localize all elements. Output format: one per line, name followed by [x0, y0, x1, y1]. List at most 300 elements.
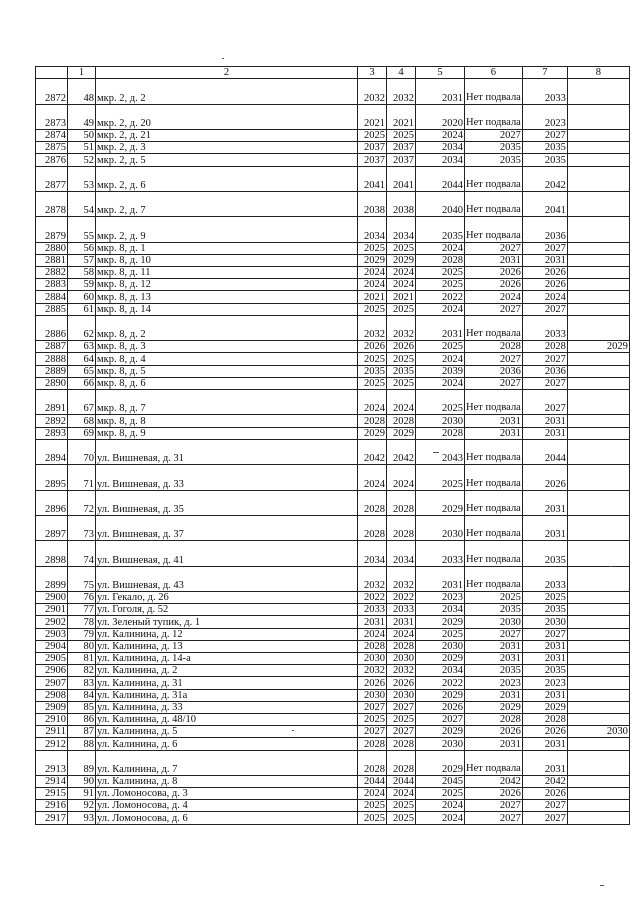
table-row	[36, 738, 630, 750]
address-cell: ул. Калинина, д. 14-а	[96, 653, 358, 665]
year-cell-5: 2023	[416, 592, 465, 604]
reg-number-cell: 2893	[36, 427, 68, 439]
year-cell-3: 2024	[358, 389, 387, 414]
year-cell-8: 2030	[567, 726, 629, 738]
year-cell-7: 2024	[522, 291, 567, 303]
col6-cell: 2027	[465, 242, 523, 254]
year-cell-3: 2025	[358, 800, 387, 812]
reg-number-cell: 2915	[36, 788, 68, 800]
reg-number-cell: 2872	[36, 79, 68, 104]
address-cell: ул. Ломоносова, д. 3	[96, 788, 358, 800]
reg-number-cell: 2917	[36, 812, 68, 824]
year-cell-3: 2024	[358, 465, 387, 490]
item-number-cell: 52	[68, 154, 96, 166]
col6-cell: 2035	[465, 604, 523, 616]
col6-cell: Нет подвала	[465, 566, 523, 591]
scan-speck	[222, 58, 224, 59]
year-cell-3: 2025	[358, 377, 387, 389]
year-cell-8	[567, 628, 629, 640]
reg-number-cell: 2896	[36, 490, 68, 515]
year-cell-5: 2039	[416, 365, 465, 377]
year-cell-4: 2042	[387, 439, 416, 464]
header-cell-6: 6	[465, 67, 523, 79]
reg-number-cell: 2878	[36, 191, 68, 216]
item-number-cell: 75	[68, 566, 96, 591]
reg-number-cell: 2906	[36, 665, 68, 677]
item-number-cell: 90	[68, 775, 96, 787]
address-cell: ул. Ломоносова, д. 6	[96, 812, 358, 824]
year-cell-5: 2034	[416, 665, 465, 677]
col6-cell: 2031	[465, 738, 523, 750]
year-cell-4: 2031	[387, 616, 416, 628]
item-number-cell: 60	[68, 291, 96, 303]
address-cell: мкр. 2, д. 6	[96, 166, 358, 191]
item-number-cell: 71	[68, 465, 96, 490]
year-cell-5: 2022	[416, 291, 465, 303]
year-cell-8	[567, 191, 629, 216]
address-cell: мкр. 8, д. 2	[96, 315, 358, 340]
address-cell: ул. Калинина, д. 2	[96, 665, 358, 677]
year-cell-4: 2026	[387, 677, 416, 689]
reg-number-cell: 2880	[36, 242, 68, 254]
reg-number-cell: 2903	[36, 628, 68, 640]
table-row	[36, 104, 630, 129]
year-cell-3: 2037	[358, 142, 387, 154]
table-row	[36, 640, 630, 652]
year-cell-3: 2027	[358, 701, 387, 713]
year-cell-8	[567, 142, 629, 154]
col6-cell: 2042	[465, 775, 523, 787]
item-number-cell: 67	[68, 389, 96, 414]
year-cell-7: 2029	[522, 701, 567, 713]
col6-cell: 2026	[465, 788, 523, 800]
year-cell-4: 2024	[387, 279, 416, 291]
address-cell: мкр. 8, д. 1	[96, 242, 358, 254]
item-number-cell: 57	[68, 254, 96, 266]
year-cell-8	[567, 154, 629, 166]
year-cell-4: 2025	[387, 303, 416, 315]
year-cell-4: 2028	[387, 415, 416, 427]
year-cell-7: 2031	[522, 689, 567, 701]
year-cell-4: 2028	[387, 515, 416, 540]
year-cell-5: 2020	[416, 104, 465, 129]
reg-number-cell: 2873	[36, 104, 68, 129]
year-cell-3: 2031	[358, 616, 387, 628]
year-cell-8	[567, 365, 629, 377]
reg-number-cell: 2912	[36, 738, 68, 750]
year-cell-3: 2041	[358, 166, 387, 191]
address-cell: ул. Зеленый тупик, д. 1	[96, 616, 358, 628]
year-cell-3: 2032	[358, 665, 387, 677]
table-row	[36, 279, 630, 291]
year-cell-5: 2025	[416, 279, 465, 291]
address-cell: ул. Вишневая, д. 31	[96, 439, 358, 464]
address-cell: мкр. 8, д. 8	[96, 415, 358, 427]
year-cell-5: 2029	[416, 653, 465, 665]
col6-cell: 2031	[465, 653, 523, 665]
year-cell-3: 2028	[358, 750, 387, 775]
year-cell-3: 2026	[358, 341, 387, 353]
year-cell-7: 2031	[522, 415, 567, 427]
year-cell-3: 2029	[358, 254, 387, 266]
col6-cell: Нет подвала	[465, 166, 523, 191]
year-cell-8	[567, 279, 629, 291]
table-row	[36, 217, 630, 242]
year-cell-3: 2024	[358, 788, 387, 800]
item-number-cell: 79	[68, 628, 96, 640]
table-row	[36, 750, 630, 775]
address-cell: мкр. 8, д. 10	[96, 254, 358, 266]
year-cell-3: 2025	[358, 713, 387, 725]
year-cell-4: 2021	[387, 291, 416, 303]
item-number-cell: 87	[68, 726, 96, 738]
year-cell-5: 2024	[416, 129, 465, 141]
reg-number-cell: 2895	[36, 465, 68, 490]
item-number-cell: 70	[68, 439, 96, 464]
table-row	[36, 616, 630, 628]
item-number-cell: 83	[68, 677, 96, 689]
item-number-cell: 82	[68, 665, 96, 677]
item-number-cell: 80	[68, 640, 96, 652]
table-row	[36, 604, 630, 616]
year-cell-8: 2029	[567, 341, 629, 353]
year-cell-5: 2044	[416, 166, 465, 191]
address-cell: мкр. 2, д. 21	[96, 129, 358, 141]
col6-cell: 2024	[465, 291, 523, 303]
year-cell-5: 2028	[416, 427, 465, 439]
year-cell-7: 2031	[522, 653, 567, 665]
col6-cell: 2027	[465, 628, 523, 640]
year-cell-8	[567, 812, 629, 824]
table-row	[36, 713, 630, 725]
year-cell-8	[567, 104, 629, 129]
reg-number-cell: 2885	[36, 303, 68, 315]
year-cell-4: 2030	[387, 653, 416, 665]
item-number-cell: 53	[68, 166, 96, 191]
year-cell-3: 2038	[358, 191, 387, 216]
col6-cell: 2029	[465, 701, 523, 713]
year-cell-5: 2028	[416, 254, 465, 266]
col6-cell: 2031	[465, 254, 523, 266]
table-row	[36, 541, 630, 566]
year-cell-5: 2026	[416, 701, 465, 713]
header-cell-0	[36, 67, 68, 79]
year-cell-3: 2034	[358, 217, 387, 242]
table-row	[36, 566, 630, 591]
year-cell-7: 2028	[522, 713, 567, 725]
table-row	[36, 726, 630, 738]
year-cell-4: 2032	[387, 79, 416, 104]
col6-cell: 2027	[465, 812, 523, 824]
reg-number-cell: 2887	[36, 341, 68, 353]
table-row	[36, 267, 630, 279]
table-row	[36, 701, 630, 713]
year-cell-5: 2040	[416, 191, 465, 216]
year-cell-8	[567, 415, 629, 427]
address-cell: ул. Вишневая, д. 41	[96, 541, 358, 566]
reg-number-cell: 2902	[36, 616, 68, 628]
year-cell-5: 2024	[416, 242, 465, 254]
table-row	[36, 129, 630, 141]
year-cell-4: 2037	[387, 154, 416, 166]
address-cell: ул. Калинина, д. 13	[96, 640, 358, 652]
col6-cell: 2030	[465, 616, 523, 628]
item-number-cell: 68	[68, 415, 96, 427]
reg-number-cell: 2883	[36, 279, 68, 291]
year-cell-8	[567, 750, 629, 775]
table-row	[36, 79, 630, 104]
table-row	[36, 191, 630, 216]
year-cell-7: 2027	[522, 353, 567, 365]
year-cell-4: 2034	[387, 541, 416, 566]
year-cell-5: 2034	[416, 154, 465, 166]
address-cell: ул. Вишневая, д. 37	[96, 515, 358, 540]
item-number-cell: 51	[68, 142, 96, 154]
item-number-cell: 93	[68, 812, 96, 824]
year-cell-3: 2025	[358, 303, 387, 315]
year-cell-8	[567, 541, 629, 566]
year-cell-8	[567, 738, 629, 750]
table-row	[36, 353, 630, 365]
item-number-cell: 89	[68, 750, 96, 775]
col6-cell: Нет подвала	[465, 515, 523, 540]
data-table	[35, 66, 630, 825]
year-cell-8	[567, 79, 629, 104]
year-cell-7: 2036	[522, 365, 567, 377]
reg-number-cell: 2899	[36, 566, 68, 591]
col6-cell: Нет подвала	[465, 315, 523, 340]
col6-cell: 2035	[465, 142, 523, 154]
year-cell-8	[567, 653, 629, 665]
address-cell: мкр. 2, д. 3	[96, 142, 358, 154]
col6-cell: 2031	[465, 427, 523, 439]
year-cell-5: 2031	[416, 566, 465, 591]
col6-cell: 2036	[465, 365, 523, 377]
table-row	[36, 427, 630, 439]
col6-cell: Нет подвала	[465, 104, 523, 129]
year-cell-7: 2031	[522, 427, 567, 439]
reg-number-cell: 2914	[36, 775, 68, 787]
address-cell: ул. Калинина, д. 8	[96, 775, 358, 787]
address-cell: мкр. 2, д. 5	[96, 154, 358, 166]
year-cell-3: 2024	[358, 279, 387, 291]
address-cell: мкр. 8, д. 9	[96, 427, 358, 439]
year-cell-4: 2024	[387, 788, 416, 800]
year-cell-8	[567, 677, 629, 689]
table-row	[36, 291, 630, 303]
item-number-cell: 62	[68, 315, 96, 340]
year-cell-4: 2025	[387, 242, 416, 254]
reg-number-cell: 2916	[36, 800, 68, 812]
table-row	[36, 812, 630, 824]
year-cell-8	[567, 267, 629, 279]
col6-cell: 2031	[465, 415, 523, 427]
year-cell-5: 2024	[416, 377, 465, 389]
year-cell-4: 2028	[387, 738, 416, 750]
year-cell-7: 2031	[522, 750, 567, 775]
year-cell-7: 2026	[522, 279, 567, 291]
year-cell-5: 2029	[416, 616, 465, 628]
year-cell-5: 2034	[416, 142, 465, 154]
year-cell-4: 2030	[387, 689, 416, 701]
year-cell-7: 2035	[522, 541, 567, 566]
item-number-cell: 58	[68, 267, 96, 279]
table-row	[36, 490, 630, 515]
item-number-cell: 92	[68, 800, 96, 812]
item-number-cell: 76	[68, 592, 96, 604]
reg-number-cell: 2888	[36, 353, 68, 365]
year-cell-5: 2025	[416, 628, 465, 640]
scan-speck	[600, 885, 604, 886]
year-cell-3: 2025	[358, 129, 387, 141]
year-cell-4: 2025	[387, 713, 416, 725]
year-cell-4: 2028	[387, 490, 416, 515]
year-cell-4: 2024	[387, 389, 416, 414]
table-row	[36, 415, 630, 427]
year-cell-5: 2022	[416, 677, 465, 689]
reg-number-cell: 2875	[36, 142, 68, 154]
col6-cell: 2027	[465, 353, 523, 365]
item-number-cell: 77	[68, 604, 96, 616]
year-cell-8	[567, 389, 629, 414]
year-cell-8	[567, 616, 629, 628]
address-cell: мкр. 8, д. 7	[96, 389, 358, 414]
col6-cell: 2023	[465, 677, 523, 689]
col6-cell: 2025	[465, 592, 523, 604]
year-cell-3: 2028	[358, 640, 387, 652]
year-cell-5: 2024	[416, 800, 465, 812]
item-number-cell: 86	[68, 713, 96, 725]
year-cell-4: 2024	[387, 628, 416, 640]
item-number-cell: 54	[68, 191, 96, 216]
year-cell-5: 2024	[416, 353, 465, 365]
reg-number-cell: 2892	[36, 415, 68, 427]
year-cell-7: 2026	[522, 267, 567, 279]
year-cell-8	[567, 439, 629, 464]
year-cell-5: 2029	[416, 689, 465, 701]
table-row	[36, 242, 630, 254]
year-cell-3: 2029	[358, 427, 387, 439]
header-cell-2: 2	[96, 67, 358, 79]
col6-cell: Нет подвала	[465, 541, 523, 566]
address-cell: мкр. 8, д. 6	[96, 377, 358, 389]
year-cell-7: 2026	[522, 726, 567, 738]
year-cell-7: 2028	[522, 341, 567, 353]
table-row	[36, 775, 630, 787]
year-cell-5: 2027	[416, 713, 465, 725]
item-number-cell: 88	[68, 738, 96, 750]
year-cell-8	[567, 775, 629, 787]
table-row	[36, 465, 630, 490]
year-cell-4: 2033	[387, 604, 416, 616]
address-cell: мкр. 2, д. 7	[96, 191, 358, 216]
year-cell-3: 2027	[358, 726, 387, 738]
address-cell: ул. Калинина, д. 33	[96, 701, 358, 713]
address-cell: мкр. 8, д. 5	[96, 365, 358, 377]
year-cell-7: 2044	[522, 439, 567, 464]
year-cell-4: 2025	[387, 129, 416, 141]
item-number-cell: 66	[68, 377, 96, 389]
item-number-cell: 84	[68, 689, 96, 701]
item-number-cell: 64	[68, 353, 96, 365]
header-cell-5: 5	[416, 67, 465, 79]
year-cell-8	[567, 640, 629, 652]
year-cell-7: 2042	[522, 166, 567, 191]
table-row	[36, 665, 630, 677]
address-cell: ул. Гекало, д. 26	[96, 592, 358, 604]
year-cell-5: 2030	[416, 640, 465, 652]
reg-number-cell: 2879	[36, 217, 68, 242]
address-cell: ул. Гоголя, д. 52	[96, 604, 358, 616]
header-cell-8: 8	[567, 67, 629, 79]
year-cell-5: 2025	[416, 788, 465, 800]
reg-number-cell: 2911	[36, 726, 68, 738]
item-number-cell: 61	[68, 303, 96, 315]
year-cell-8	[567, 566, 629, 591]
year-cell-4: 2029	[387, 427, 416, 439]
year-cell-7: 2027	[522, 377, 567, 389]
year-cell-7: 2035	[522, 142, 567, 154]
year-cell-8	[567, 515, 629, 540]
col6-cell: 2028	[465, 713, 523, 725]
year-cell-8	[567, 291, 629, 303]
reg-number-cell: 2884	[36, 291, 68, 303]
item-number-cell: 50	[68, 129, 96, 141]
reg-number-cell: 2877	[36, 166, 68, 191]
item-number-cell: 73	[68, 515, 96, 540]
year-cell-4: 2035	[387, 365, 416, 377]
year-cell-4: 2034	[387, 217, 416, 242]
reg-number-cell: 2913	[36, 750, 68, 775]
year-cell-5: 2025	[416, 465, 465, 490]
reg-number-cell: 2889	[36, 365, 68, 377]
year-cell-8	[567, 254, 629, 266]
item-number-cell: 55	[68, 217, 96, 242]
year-cell-3: 2026	[358, 677, 387, 689]
year-cell-3: 2028	[358, 415, 387, 427]
header-row	[36, 67, 630, 79]
year-cell-3: 2034	[358, 541, 387, 566]
reg-number-cell: 2901	[36, 604, 68, 616]
table-row	[36, 166, 630, 191]
table-row	[36, 303, 630, 315]
year-cell-7: 2027	[522, 242, 567, 254]
year-cell-7: 2026	[522, 788, 567, 800]
reg-number-cell: 2881	[36, 254, 68, 266]
col6-cell: 2031	[465, 689, 523, 701]
col6-cell: 2035	[465, 154, 523, 166]
year-cell-4: 2025	[387, 800, 416, 812]
year-cell-4: 2032	[387, 315, 416, 340]
year-cell-7: 2031	[522, 515, 567, 540]
item-number-cell: 74	[68, 541, 96, 566]
year-cell-7: 2027	[522, 389, 567, 414]
year-cell-3: 2032	[358, 566, 387, 591]
year-cell-3: 2028	[358, 738, 387, 750]
year-cell-8	[567, 788, 629, 800]
year-cell-3: 2025	[358, 242, 387, 254]
col6-cell: 2028	[465, 341, 523, 353]
year-cell-3: 2037	[358, 154, 387, 166]
item-number-cell: 91	[68, 788, 96, 800]
address-cell: мкр. 2, д. 9	[96, 217, 358, 242]
year-cell-8	[567, 303, 629, 315]
year-cell-5: 2035	[416, 217, 465, 242]
year-cell-7: 2027	[522, 628, 567, 640]
year-cell-3: 2035	[358, 365, 387, 377]
year-cell-4: 2024	[387, 267, 416, 279]
reg-number-cell: 2874	[36, 129, 68, 141]
